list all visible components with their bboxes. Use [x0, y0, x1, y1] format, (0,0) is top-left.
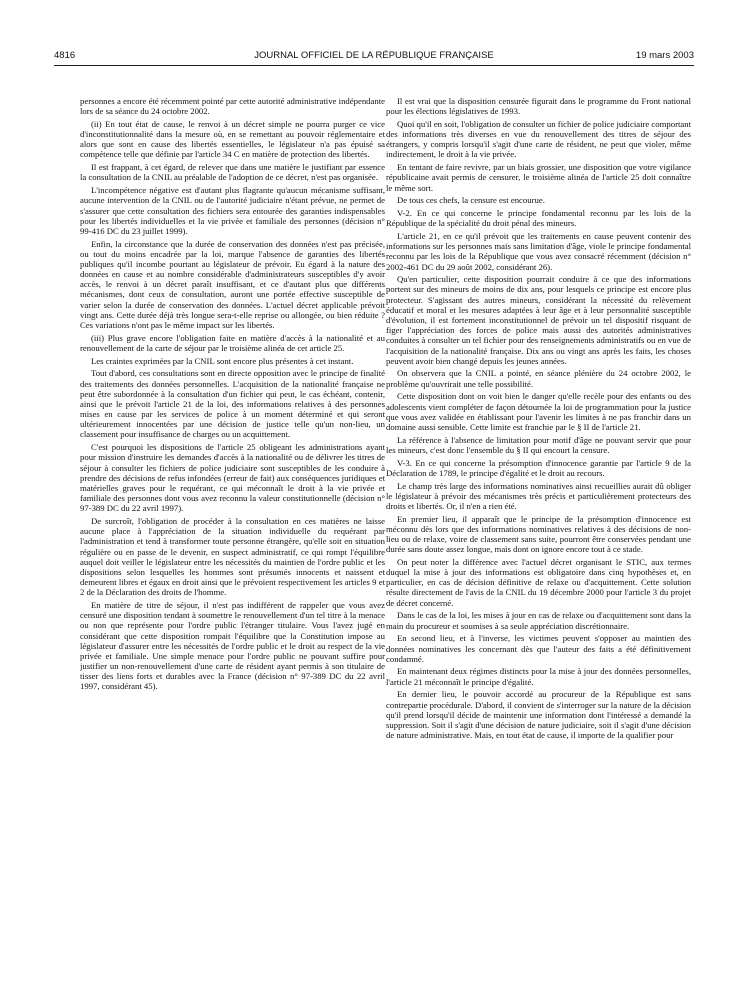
- section-heading-v3: V-3. En ce qui concerne la présomption d'innocence garantie par l'article 9 de la Déclaration de 1789, le principe d'égalité et le droit au recours.: [386, 457, 691, 478]
- paragraph: Quoi qu'il en soit, l'obligation de consulter un fichier de police judiciaire comportant des informations très diverses en vue du renouvellement des titres de séjour des étrangers, y compris lorsqu'il s'agit d'une carte de résident, ne peut que violer, même indirectement, le droit à la vie privée.: [386, 118, 691, 160]
- right-column: [386, 96, 691, 971]
- paragraph: On peut noter la différence avec l'actuel décret organisant le STIC, aux termes duquel la mise à jour des informations est obligatoire dans cinq hypothèses et, en particulier, en cas de décision définitive de relaxe ou d'acquittement. Cette solution résulte directement de l'avis de la CNIL du 19 décembre 2000 pour l'article 3 du projet de décret concerné.: [386, 556, 691, 608]
- paragraph: En premier lieu, il apparaît que le principe de la présomption d'innocence est méconnu dès lors que des informations nominatives relatives à des décisions de non-lieu ou de relaxe, voire de classement sans suite, pourront être conservées pendant une durée sans doute assez longue, mais dont on ignore encore tout à ce stade.: [386, 513, 691, 555]
- paragraph: (iii) Plus grave encore l'obligation faite en matière d'accès à la nationalité et au renouvellement de la carte de séjour par le troisième alinéa de cet article 25.: [80, 332, 385, 353]
- paragraph: La référence à l'absence de limitation pour motif d'âge ne pouvant servir que pour les mineurs, c'est donc l'ensemble du § II qui encourt la censure.: [386, 434, 691, 455]
- paragraph: Il est frappant, à cet égard, de relever que dans une matière le justifiant par essence la consultation de la CNIL au préalable de l'adoption de ce décret, n'est pas organisée.: [80, 162, 385, 183]
- paragraph: Enfin, la circonstance que la durée de conservation des données n'est pas précisée, ou tout du moins encadrée par la loi, marque l'absence de garanties des libertés publiques qu'il incombe pourtant au législateur de prévoir. Eu égard à la nature des données en cause et au nombre considérable d'administrateurs susceptibles d'y avoir accès, le renvoi à un décret paraît insuffisant, et ce d'autant plus que différents mécanismes, dont ceux de consultation, auront une portée effective susceptible de varier selon la durée de conservation des données. L'actuel décret applicable prévoit vingt ans. Cette durée déjà très longue sera-t-elle reprise ou allongée, ou bien réduite ? Ces variations n'ont pas le même impact sur les libertés.: [80, 238, 385, 330]
- paragraph: L'article 21, en ce qu'il prévoit que les traitements en cause peuvent contenir des informations sur les personnes mais sans limitation d'âge, viole le principe fondamental reconnu par les lois de la République que vous avez consacré récemment (décision n° 2002-461 DC du 29 août 2002, considérant 26).: [386, 231, 691, 272]
- paragraph: Il est vrai que la disposition censurée figurait dans le programme du Front national pour les élections législatives de 1993.: [386, 96, 691, 117]
- issue-date: 19 mars 2003: [635, 50, 694, 61]
- paragraph: L'incompétence négative est d'autant plus flagrante qu'aucun mécanisme suffisant, aucune intervention de la CNIL ou de l'autorité judiciaire n'étant prévue, ne permet de s'assurer que cette consultation des fichiers sera entourée des garanties indispensables pour les libertés individuelles et la vie privée et familiale des personnes (décision n° 99-416 DC du 23 juillet 1999).: [80, 185, 385, 236]
- left-column: [80, 96, 385, 971]
- paragraph: En tentant de faire revivre, par un biais grossier, une disposition que votre vigilance républicaine avait permis de censurer, le troisième alinéa de l'article 25 doit connaître le même sort.: [386, 162, 691, 193]
- paragraph: De tous ces chefs, la censure est encourue.: [397, 195, 545, 206]
- page-number: 4816: [54, 50, 76, 61]
- paragraph: En dernier lieu, le pouvoir accordé au procureur de la République est sans contrepartie procédurale. D'abord, il convient de s'interroger sur la nature de la décision qu'il prend lorsqu'il décide de maintenir une information dont l'intéressé a demandé la suppression. Soit il s'agit d'une décision de nature judiciaire, soit il s'agit d'une décision de nature administrative. Mais, en tout état de cause, il importe de la qualifier pour: [386, 689, 691, 741]
- header-rule: [54, 65, 694, 66]
- paragraph: Cette disposition dont on voit bien le danger qu'elle recèle pour des enfants ou des adolescents vient compléter de façon détournée la loi de programmation pour la justice que vous avez validée en établissant pour l'avenir les limites à ne pas franchir dans un domaine aussi sensible. Cette limite est franchie par le § II de l'article 21.: [386, 391, 691, 432]
- paragraph: Les craintes exprimées par la CNIL sont encore plus présentes à cet instant.: [91, 355, 354, 366]
- paragraph: personnes a encore été récemment pointé par cette autorité administrative indépendante lors de sa séance du 24 octobre 2002.: [80, 96, 385, 117]
- paragraph: (ii) En tout état de cause, le renvoi à un décret simple ne pourra purger ce vice d'inconstitutionnalité dans la mesure où, en se remettant au pouvoir réglementaire et alors que sont en cause des libertés essentielles, le législateur n'a pas épuisé sa compétence telle que définie par l'article 34 C en matière de protection des libertés.: [80, 118, 385, 160]
- paragraph: En second lieu, et à l'inverse, les victimes peuvent s'opposer au maintien des données nominatives les concernant dès que l'auteur des faits a été définitivement condamné.: [386, 633, 691, 664]
- paragraph: Tout d'abord, ces consultations sont en directe opposition avec le principe de finalité des traitements des données personnelles. L'acquisition de la nationalité française ne peut être subordonnée à la consultation d'un fichier qui peut, le cas échéant, contenir, ainsi que le prévoit l'article 21 de la loi, des informations relatives à des personnes mises en cause par les services de police à un moment déterminé et qui seront ultérieurement innocentées par une décision de justice telle qu'un non-lieu, un classement pour insuffisance de charges ou un acquittement.: [80, 368, 385, 440]
- paragraph: De surcroît, l'obligation de procéder à la consultation en ces matières ne laisse aucune place à l'appréciation de la situation individuelle du requérant par l'administration et tend à transformer toute personne étrangère, qu'elle soit en situation régulière ou en passe de le devenir, en suspect administratif, ce qui rompt l'équilibre auquel doit veiller le législateur entre les nécessités du maintien de l'ordre public et les dispositions selon lesquelles les hommes sont présumés innocents et naissent et demeurent libres et égaux en droit ainsi que le prévoient respectivement les articles 9 et 2 de la Déclaration des droits de l'homme.: [80, 516, 385, 598]
- paragraph: En matière de titre de séjour, il n'est pas indifférent de rappeler que vous avez censuré une disposition tendant à soumettre le renouvellement d'un tel titre à la menace ou non que représente pour l'ordre public l'étranger titulaire. Vous l'avez jugé en considérant que cette disposition rompait l'équilibre que la Constitution impose au législateur d'assurer entre les nécessités de l'ordre public et le droit au respect de la vie privée et familiale. Une simple menace pour l'ordre public ne pouvant suffire pour justifier un non-renouvellement d'une carte de résident ayant permis à son titulaire de tisser des liens forts et durables avec la France (décision n° 97-389 DC du 22 avril 1997, considérant 45).: [80, 600, 385, 692]
- paragraph: C'est pourquoi les dispositions de l'article 25 obligeant les administrations ayant pour mission d'instruire les demandes d'accès à la nationalité ou de délivrer les titres de séjour à consulter les fichiers de police judiciaire sont susceptibles de les conduire à prendre des décisions de refus infondées (erreur de fait) aux conséquences juridiques et matérielles graves pour le requérant, ce qui méconnaît le droit à la vie privée et familiale des personnes dont vous avez reconnu la valeur constitutionnelle (décision n° 97-389 DC du 22 avril 1997).: [80, 442, 385, 514]
- journal-title: JOURNAL OFFICIEL DE LA RÉPUBLIQUE FRANÇAISE: [254, 50, 494, 61]
- paragraph: Qu'en particulier, cette disposition pourrait conduire à ce que des informations portent sur des mineurs de moins de dix ans, pour lesquels ce principe est encore plus protecteur. S'agissant des autres mineurs, considérant la nécessité du relèvement éducatif et moral et les mesures adaptées à leur âge et à leur personnalité susceptible d'évolution, il est fortement inconstitutionnel de prévoir un tel dispositif risquant de figer l'appréciation des forces de police mais aussi des autorités administratives conduites à consulter un tel fichier pour des renseignements administratifs ou en vue de l'acquisition de la nationalité française. Dix ans ou vingt ans après les faits, les choses peuvent avoir bien changé depuis les jeunes années.: [386, 274, 691, 366]
- section-heading-v2: V-2. En ce qui concerne le principe fondamental reconnu par les lois de la République de la spécialité du droit pénal des mineurs.: [386, 208, 691, 229]
- paragraph: Le champ très large des informations nominatives ainsi recueillies aurait dû obliger le législateur à prévoir des mécanismes très précis et particulièrement protecteurs des droits et libertés. Or, il n'en a rien été.: [386, 480, 691, 511]
- page-header: [54, 50, 694, 64]
- paragraph: En maintenant deux régimes distincts pour la mise à jour des données personnelles, l'article 21 méconnaît le principe d'égalité.: [386, 666, 691, 687]
- paragraph: Dans le cas de la loi, les mises à jour en cas de relaxe ou d'acquittement sont dans la main du procureur et soumises à sa seule appréciation discrétionnaire.: [386, 610, 691, 631]
- paragraph: On observera que la CNIL a pointé, en séance plénière du 24 octobre 2002, le problème qu'ouvrirait une telle possibilité.: [386, 368, 691, 389]
